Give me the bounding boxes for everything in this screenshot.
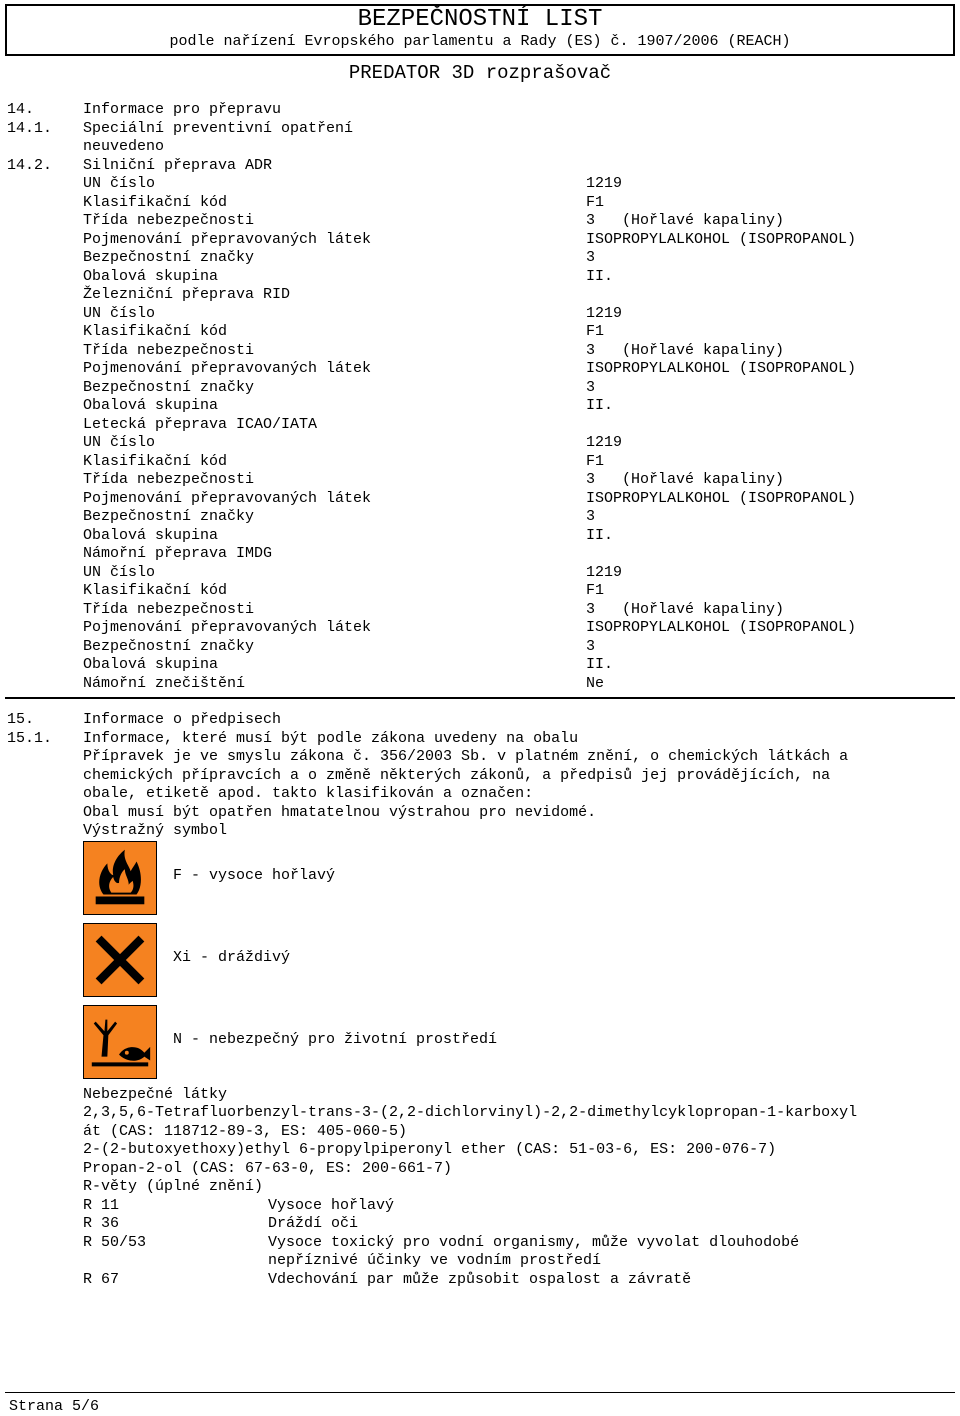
transport-value: 3 — [586, 508, 596, 525]
transport-value: 3 (Hořlavé kapaliny) — [586, 342, 785, 359]
transport-value: F1 — [586, 582, 605, 599]
r-phrases-heading: R-věty (úplné znění) — [83, 1178, 264, 1195]
transport-value: 3 (Hořlavé kapaliny) — [586, 601, 785, 618]
transport-label: Bezpečnostní značky — [83, 638, 255, 655]
transport-value: 3 — [586, 379, 596, 396]
symbol-label-xi: Xi - dráždivý — [173, 949, 291, 966]
transport-value: II. — [586, 656, 614, 673]
transport-value: 1219 — [586, 175, 623, 192]
hazard-line: át (CAS: 118712-89-3, ES: 405-060-5) — [83, 1123, 408, 1140]
transport-label: Třída nebezpečnosti — [83, 342, 255, 359]
transport-value: 1219 — [586, 305, 623, 322]
flame-icon — [83, 841, 157, 915]
hazard-line: Propan-2-ol (CAS: 67-63-0, ES: 200-661-7) — [83, 1160, 453, 1177]
section-14-1-text: neuvedeno — [83, 138, 165, 155]
page-number: Strana 5/6 — [9, 1398, 100, 1415]
section-14-heading: Informace pro přepravu — [83, 101, 282, 118]
transport-value: ISOPROPYLALKOHOL (ISOPROPANOL) — [586, 619, 857, 636]
transport-label: Pojmenování přepravovaných látek — [83, 619, 372, 636]
dead-tree-fish-icon — [83, 1005, 157, 1079]
symbol-label-n: N - nebezpečný pro životní prostředí — [173, 1031, 498, 1048]
transport-value: 1219 — [586, 564, 623, 581]
section-divider — [5, 697, 955, 699]
transport-value: 3 (Hořlavé kapaliny) — [586, 212, 785, 229]
section-14-2-heading: Silniční přeprava ADR — [83, 157, 273, 174]
transport-label: Obalová skupina — [83, 527, 219, 544]
paragraph-line: obale, etiketě apod. takto klasifikován a označen: — [83, 785, 534, 802]
section-15-1-heading: Informace, které musí být podle zákona uvedeny na obalu — [83, 730, 579, 747]
r-code: R 36 — [83, 1215, 120, 1232]
transport-value: II. — [586, 397, 614, 414]
transport-label: Bezpečnostní značky — [83, 508, 255, 525]
transport-label: Klasifikační kód — [83, 453, 228, 470]
transport-label: Klasifikační kód — [83, 582, 228, 599]
r-code: R 67 — [83, 1271, 120, 1288]
transport-value: II. — [586, 527, 614, 544]
hazard-line: 2,3,5,6-Tetrafluorbenzyl-trans-3-(2,2-dichlorvinyl)-2,2-dimethylcyklopropan-1-karboxyl — [83, 1104, 858, 1121]
transport-label: Pojmenování přepravovaných látek — [83, 490, 372, 507]
transport-label: Klasifikační kód — [83, 194, 228, 211]
transport-mode-heading: Železniční přeprava RID — [83, 286, 291, 303]
paragraph-line: Přípravek je ve smyslu zákona č. 356/2003 Sb. v platném znění, o chemických látkách a — [83, 748, 849, 765]
transport-label: Obalová skupina — [83, 397, 219, 414]
section-14-1-number: 14.1. — [7, 120, 53, 137]
footer-divider — [5, 1392, 955, 1393]
transport-label: UN číslo — [83, 305, 156, 322]
r-text: Vdechování par může způsobit ospalost a závratě — [268, 1271, 692, 1288]
section-15-number: 15. — [7, 711, 35, 728]
product-name: PREDATOR 3D rozprašovač — [348, 62, 612, 84]
r-text: Vysoce hořlavý — [268, 1197, 395, 1214]
transport-value: ISOPROPYLALKOHOL (ISOPROPANOL) — [586, 231, 857, 248]
transport-value: 1219 — [586, 434, 623, 451]
section-14-2-number: 14.2. — [7, 157, 53, 174]
transport-label: UN číslo — [83, 434, 156, 451]
transport-label: Třída nebezpečnosti — [83, 212, 255, 229]
transport-label: Klasifikační kód — [83, 323, 228, 340]
transport-label: UN číslo — [83, 564, 156, 581]
transport-value: F1 — [586, 194, 605, 211]
section-15-1-number: 15.1. — [7, 730, 53, 747]
symbol-heading: Výstražný symbol — [83, 822, 228, 839]
transport-mode-heading: Letecká přeprava ICAO/IATA — [83, 416, 318, 433]
cross-icon — [83, 923, 157, 997]
transport-label: Obalová skupina — [83, 268, 219, 285]
section-15-heading: Informace o předpisech — [83, 711, 282, 728]
transport-value: 3 — [586, 638, 596, 655]
transport-value: II. — [586, 268, 614, 285]
transport-label: Obalová skupina — [83, 656, 219, 673]
transport-label: Pojmenování přepravovaných látek — [83, 231, 372, 248]
transport-value: 3 (Hořlavé kapaliny) — [586, 471, 785, 488]
paragraph-line: chemických přípravcích a o změně některých zákonů, a předpisů jej provádějících, na — [83, 767, 831, 784]
hazard-heading: Nebezpečné látky — [83, 1086, 228, 1103]
document-subtitle: podle nařízení Evropského parlamentu a Rady (ES) č. 1907/2006 (REACH) — [169, 33, 791, 50]
paragraph-line: Obal musí být opatřen hmatatelnou výstrahou pro nevidomé. — [83, 804, 597, 821]
r-text: Vysoce toxický pro vodní organismy, může vyvolat dlouhodobé — [268, 1234, 800, 1251]
hazard-line: 2-(2-butoxyethoxy)ethyl 6-propylpiperonyl ether (CAS: 51-03-6, ES: 200-076-7) — [83, 1141, 777, 1158]
transport-value: Ne — [586, 675, 605, 692]
transport-value: F1 — [586, 453, 605, 470]
transport-label: Námořní znečištění — [83, 675, 246, 692]
r-text: Dráždí oči — [268, 1215, 359, 1232]
transport-value: F1 — [586, 323, 605, 340]
transport-label: Třída nebezpečnosti — [83, 601, 255, 618]
transport-label: Bezpečnostní značky — [83, 379, 255, 396]
document-title: BEZPEČNOSTNÍ LIST — [357, 6, 603, 33]
transport-label: Třída nebezpečnosti — [83, 471, 255, 488]
transport-label: Pojmenování přepravovaných látek — [83, 360, 372, 377]
transport-value: ISOPROPYLALKOHOL (ISOPROPANOL) — [586, 360, 857, 377]
r-code: R 50/53 — [83, 1234, 147, 1251]
transport-value: ISOPROPYLALKOHOL (ISOPROPANOL) — [586, 490, 857, 507]
transport-mode-heading: Námořní přeprava IMDG — [83, 545, 273, 562]
transport-label: Bezpečnostní značky — [83, 249, 255, 266]
transport-value: 3 — [586, 249, 596, 266]
transport-label: UN číslo — [83, 175, 156, 192]
r-code: R 11 — [83, 1197, 120, 1214]
section-14-1-heading: Speciální preventivní opatření — [83, 120, 354, 137]
r-text: nepříznivé účinky ve vodním prostředí — [268, 1252, 602, 1269]
symbol-label-f: F - vysoce hořlavý — [173, 867, 336, 884]
section-14-number: 14. — [7, 101, 35, 118]
